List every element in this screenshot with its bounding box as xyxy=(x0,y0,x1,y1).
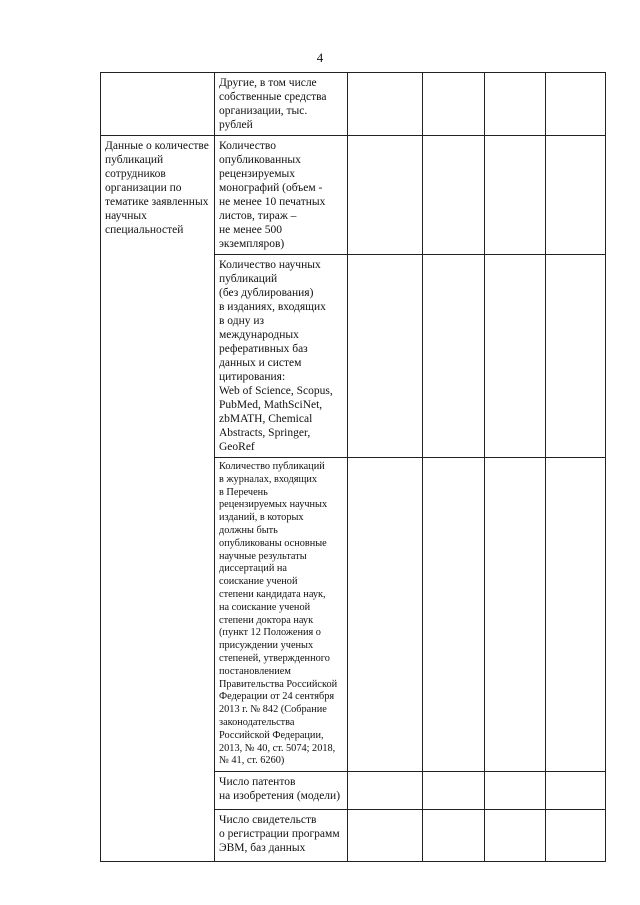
value-cell[interactable] xyxy=(423,772,485,810)
value-cell[interactable] xyxy=(546,810,606,862)
indicator-cell: Число свидетельств о регистрации программ ЭВМ, баз данных xyxy=(215,810,348,862)
table-row xyxy=(101,136,606,255)
value-cell[interactable] xyxy=(348,136,423,255)
value-cell[interactable] xyxy=(423,255,485,458)
value-cell[interactable] xyxy=(485,73,546,136)
value-cell[interactable] xyxy=(485,255,546,458)
value-cell[interactable] xyxy=(348,810,423,862)
page-number: 4 xyxy=(316,50,324,65)
value-cell[interactable] xyxy=(485,458,546,772)
value-cell[interactable] xyxy=(423,73,485,136)
value-cell[interactable] xyxy=(546,772,606,810)
value-cell[interactable] xyxy=(423,136,485,255)
value-cell[interactable] xyxy=(485,136,546,255)
value-cell[interactable] xyxy=(423,458,485,772)
value-cell[interactable] xyxy=(546,255,606,458)
value-cell[interactable] xyxy=(485,810,546,862)
value-cell[interactable] xyxy=(348,73,423,136)
value-cell[interactable] xyxy=(546,458,606,772)
section-cell xyxy=(101,73,215,136)
value-cell[interactable] xyxy=(546,73,606,136)
indicator-cell: Другие, в том числе собственные средства организации, тыс. рублей xyxy=(215,73,348,136)
value-cell[interactable] xyxy=(348,458,423,772)
indicator-cell: Количество опубликованных рецензируемых монографий (объем - не менее 10 печатных листов, тираж – не менее 500 экземпляров) xyxy=(215,136,348,255)
indicator-cell: Число патентов на изобретения (модели) xyxy=(215,772,348,810)
section-cell: Данные о количестве публикаций сотрудников организации по тематике заявленных научных специальностей xyxy=(101,136,215,862)
indicator-cell: Количество публикаций в журналах, входящих в Перечень рецензируемых научных изданий, в которых должны быть опубликованы основные научные результаты диссертаций на соискание ученой степени кандидата наук, на соискание ученой степени доктора наук (пункт 12 Положения о присуждении ученых степеней, утвержденного постановлением Правительства Российской Федерации от 24 сентября 2013 г. № 842 (Собрание законодательства Российской Федерации, 2013, № 40, ст. 5074; 2018, № 41, ст. 6260) xyxy=(215,458,348,772)
value-cell[interactable] xyxy=(546,136,606,255)
value-cell[interactable] xyxy=(348,255,423,458)
value-cell[interactable] xyxy=(485,772,546,810)
table-row xyxy=(101,73,606,136)
value-cell[interactable] xyxy=(348,772,423,810)
indicator-cell: Количество научных публикаций (без дублирования) в изданиях, входящих в одну из международных реферативных баз данных и систем цитирования: Web of Science, Scopus, PubMed, MathSciNet, zbMATH, Chemical Abstracts, Springer, GeoRef xyxy=(215,255,348,458)
data-table xyxy=(100,72,606,862)
value-cell[interactable] xyxy=(423,810,485,862)
